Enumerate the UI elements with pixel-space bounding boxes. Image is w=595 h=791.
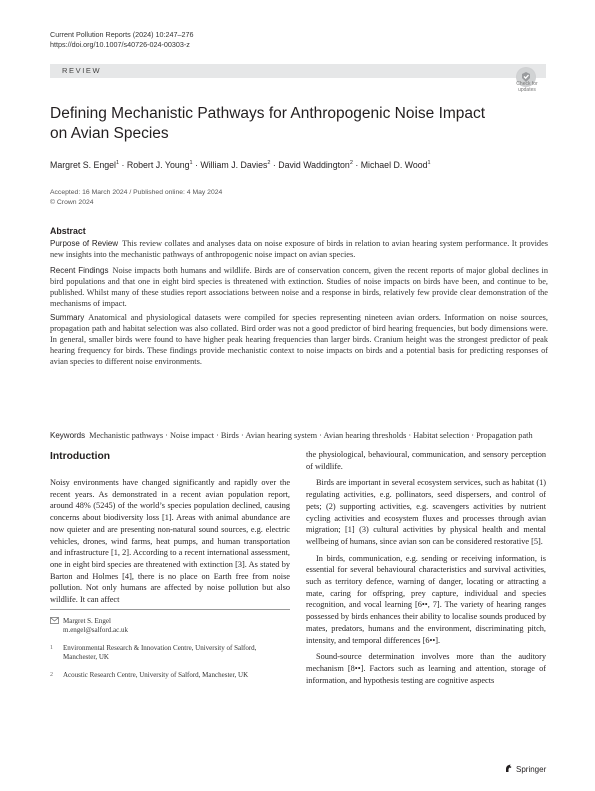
abstract-heading: Abstract (50, 226, 86, 236)
abstract-findings (50, 265, 548, 309)
abstract-summary (50, 312, 548, 367)
body-paragraph: In birds, communication, e.g. sending or receiving information, is essential for several behavioural characteristics and survival activities, such as territory defence, warning of danger, locating or attracting a mate, caring for offspring, prey capture, individual and species recognition, and vocal learning [6••, 7]. The variety of hearing ranges possessed by birds enhances their ability to localise sounds produced by mates, predators, humans and the environment, discriminating pitch, intensity, and temporal differences [6••]. (306, 553, 546, 645)
author-affiliation: 1 (116, 160, 120, 166)
author-name[interactable]: Margret S. Engel (50, 159, 117, 170)
section-heading-introduction: Introduction (50, 451, 111, 462)
abstract-summary-label: Summary (50, 313, 85, 322)
abstract-purpose (50, 238, 548, 260)
article-title: Defining Mechanistic Pathways for Anthropogenic Noise Impact on Avian Species (50, 105, 486, 142)
author-affiliation: 1 (427, 160, 431, 166)
abstract-purpose-text: This review collates and analyses data on noise exposure of birds in relation to avian hearing system performance. It provides new insights into the mechanistic pathways of anthropogenic noise impact on avian species. (50, 239, 548, 259)
body-column-left (50, 477, 290, 606)
springer-horse-icon (504, 764, 513, 773)
journal-citation: Current Pollution Reports (2024) 10:247–276 (50, 30, 194, 39)
affiliation-number: 1 (50, 645, 53, 651)
body-paragraph: Noisy environments have changed significantly and rapidly over the recent years. As demonstrated in a recent avian population report, around 48% (5245) of the world’s species population declined, causing concerns about biodiversity loss [1]. Areas with animal abundance are now quieter and are presenting non-natural sound sources, e.g. electric vehicles, drones, wind farms, heat pumps, and human transportation and infrastructure [1, 2]. According to a recent international assessment, one in eight bird species are threatened with extinction [3]. As stated by Barton and Holmes [4], there is no place on Earth free from noise pollution. Not only humans are affected by noise pollution but also wildlife. It can affect (50, 478, 290, 605)
accepted-published-dates: Accepted: 16 March 2024 / Published online: 4 May 2024 (50, 189, 223, 196)
copyright-notice: © Crown 2024 (50, 198, 94, 206)
body-paragraph: Sound-source determination involves more than the auditory mechanism [8••]. Factors such as learning and attention, storage of information, and hypothesis testing are cognitive aspects (306, 652, 546, 685)
author-list: Margret S. Engel$^1$ · Robert J. Young$^1$ · William J. Davies$^2$ · David Waddington$^2$ · Michael D. Wood$^1$ (50, 159, 431, 170)
author-affiliation: 1 (189, 160, 193, 166)
publisher-logo (504, 764, 546, 774)
section-label: REVIEW (62, 66, 102, 75)
check-for-updates-label[interactable]: Check for updates (516, 81, 538, 93)
author-affiliation: 2 (349, 160, 353, 166)
author-affiliation: 2 (267, 160, 271, 166)
affiliation-number: 2 (50, 672, 53, 678)
author-name[interactable]: David Waddington (278, 159, 350, 170)
keywords (50, 430, 548, 441)
body-paragraph: Birds are important in several ecosystem services, such as habitat (1) regulating activities, e.g. pollinators, seed dispersers, and control of pets; (2) supporting activities, e.g. scavengers activities by nutrient cycling activities and ecosystem fluxes and processes through avian migration; [1] (3) cultural activities by physical health and mental wellbeing of humans, since avian son can be considered restorative [5]. (306, 478, 546, 546)
affiliation-text: Acoustic Research Centre, University of Salford, Manchester, UK (63, 671, 249, 679)
abstract-summary-text: Anatomical and physiological datasets were compiled for species representing nineteen avian orders. Information on noise sources, propagation path and habitat selection was also collated. Bird order was not a good predictor of bird hearing frequencies, but body dimensions were. In general, smaller birds were found to have higher peak hearing frequencies than larger birds. Cranium height was the strongest predictor of peak hearing frequency for birds. These findings provide mechanistic context to noise impacts on birds and a potential basis for predicting responses of avian species to different noise environments. (50, 313, 548, 366)
abstract-findings-text: Noise impacts both humans and wildlife. Birds are of conservation concern, given the recent reports of major global declines in bird populations and that one in eight bird species is threatened with extinction. Studies of noise impacts on birds have been, and continue to be, published. Whilst many of these studies report associations between noise and a response in birds, relatively few provide clear demonstration of the mechanisms of impact. (50, 266, 549, 308)
doi-link[interactable]: https://doi.org/10.1007/s40726-024-00303-z (50, 40, 190, 49)
corresponding-author-name: Margret S. Engel (63, 617, 111, 625)
author-name[interactable]: Robert J. Young (126, 159, 190, 170)
abstract-findings-label: Recent Findings (50, 266, 109, 275)
body-column-right (306, 449, 546, 686)
journal-reference (50, 30, 193, 50)
abstract-purpose-label: Purpose of Review (50, 239, 119, 248)
affiliation-text: Environmental Research & Innovation Centre, University of Salford, Manchester, UK (63, 644, 257, 661)
publisher-name: Springer (516, 765, 547, 774)
footnote-divider (50, 609, 290, 610)
keywords-label: Keywords (50, 431, 86, 440)
author-name[interactable]: William J. Davies (200, 159, 268, 170)
corresponding-author-email[interactable]: m.engel@salford.ac.uk (63, 626, 128, 634)
keywords-text: Mechanistic pathways · Noise impact · Birds · Avian hearing system · Avian hearing thresholds · Habitat selection · Propagation path (89, 431, 533, 440)
publication-dates (50, 188, 222, 207)
section-bar (50, 64, 546, 78)
envelope-icon (50, 617, 59, 628)
body-paragraph: the physiological, behavioural, communication, and sensory perception of wildlife. (306, 450, 546, 471)
author-name[interactable]: Michael D. Wood (360, 159, 428, 170)
